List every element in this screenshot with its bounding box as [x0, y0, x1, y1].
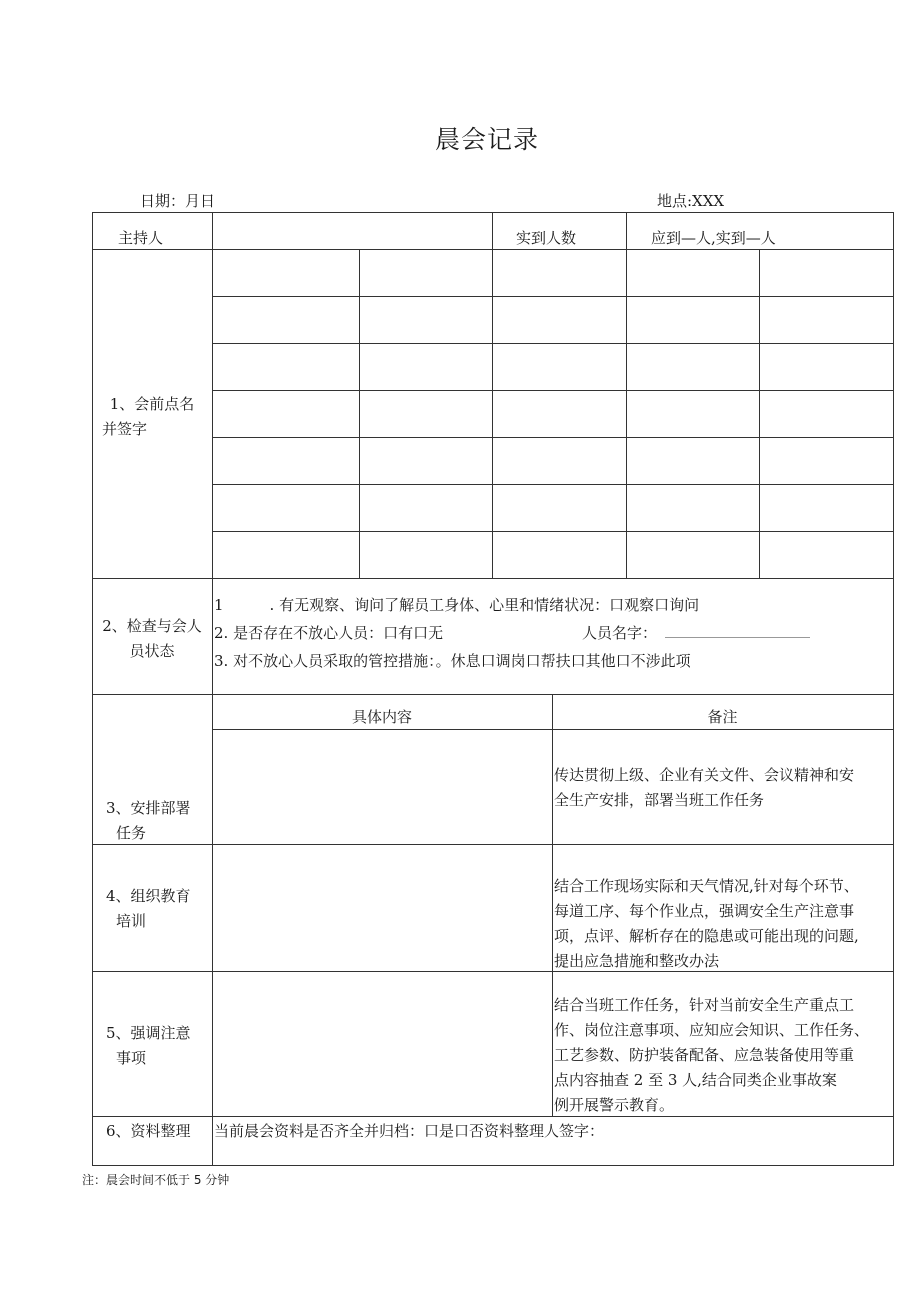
attendance-value: 应到—人,实到—人 — [651, 229, 776, 247]
attendance-label: 实到人数 — [516, 229, 577, 247]
section3-label: 3、安排部署 任务 — [106, 799, 191, 842]
section4-label: 4、组织教育 培训 — [106, 887, 191, 930]
section1-label: 1、会前点名 并签字 — [102, 395, 195, 438]
check-item-1: 1 . 有无观察、询问了解员工身体、心里和情绪状况：口观察口询问 — [214, 596, 700, 614]
location-field: 地点:XXX — [657, 192, 725, 210]
check-item-2: 2. 是否存在不放心人员：口有口无 — [214, 624, 444, 642]
content-header: 具体内容 — [351, 708, 412, 726]
section4-remark: 结合工作现场实际和天气情况,针对每个环节、 每道工序、每个作业点，强调安全生产注意事 项，点评、解析存在的隐患或可能出现的问题, 提出应急措施和整改办法 — [554, 877, 859, 970]
host-label: 主持人 — [118, 229, 164, 247]
check-item-2-name: 人员名字： — [582, 621, 810, 646]
date-field: 日期：月日 — [140, 192, 216, 210]
section6-text: 当前晨会资料是否齐全并归档：口是口否资料整理人签字： — [214, 1122, 605, 1140]
section5-label: 5、强调注意 事项 — [106, 1024, 191, 1067]
page-title: 晨会记录 — [434, 125, 539, 154]
footnote: 注：晨会时间不低于 5 分钟 — [82, 1173, 230, 1187]
section3-remark: 传达贯彻上级、企业有关文件、会议精神和安 全生产安排，部署当班工作任务 — [554, 766, 855, 809]
section2-label: 2、检查与会人 员状态 — [102, 617, 202, 660]
remark-header: 备注 — [707, 708, 738, 726]
section5-remark: 结合当班工作任务，针对当前安全生产重点工 作、岗位注意事项、应知应会知识、工作任务、 工艺参数、防护装备配备、应急装备使用等重 点内容抽查 2 至 3 人,结合同类企业事故案 例开展警示教育。 — [554, 996, 870, 1114]
section6-label: 6、资料整理 — [106, 1122, 191, 1140]
check-item-3: 3. 对不放心人员采取的管控措施：。休息口调岗口帮扶口其他口不涉此项 — [214, 652, 691, 670]
